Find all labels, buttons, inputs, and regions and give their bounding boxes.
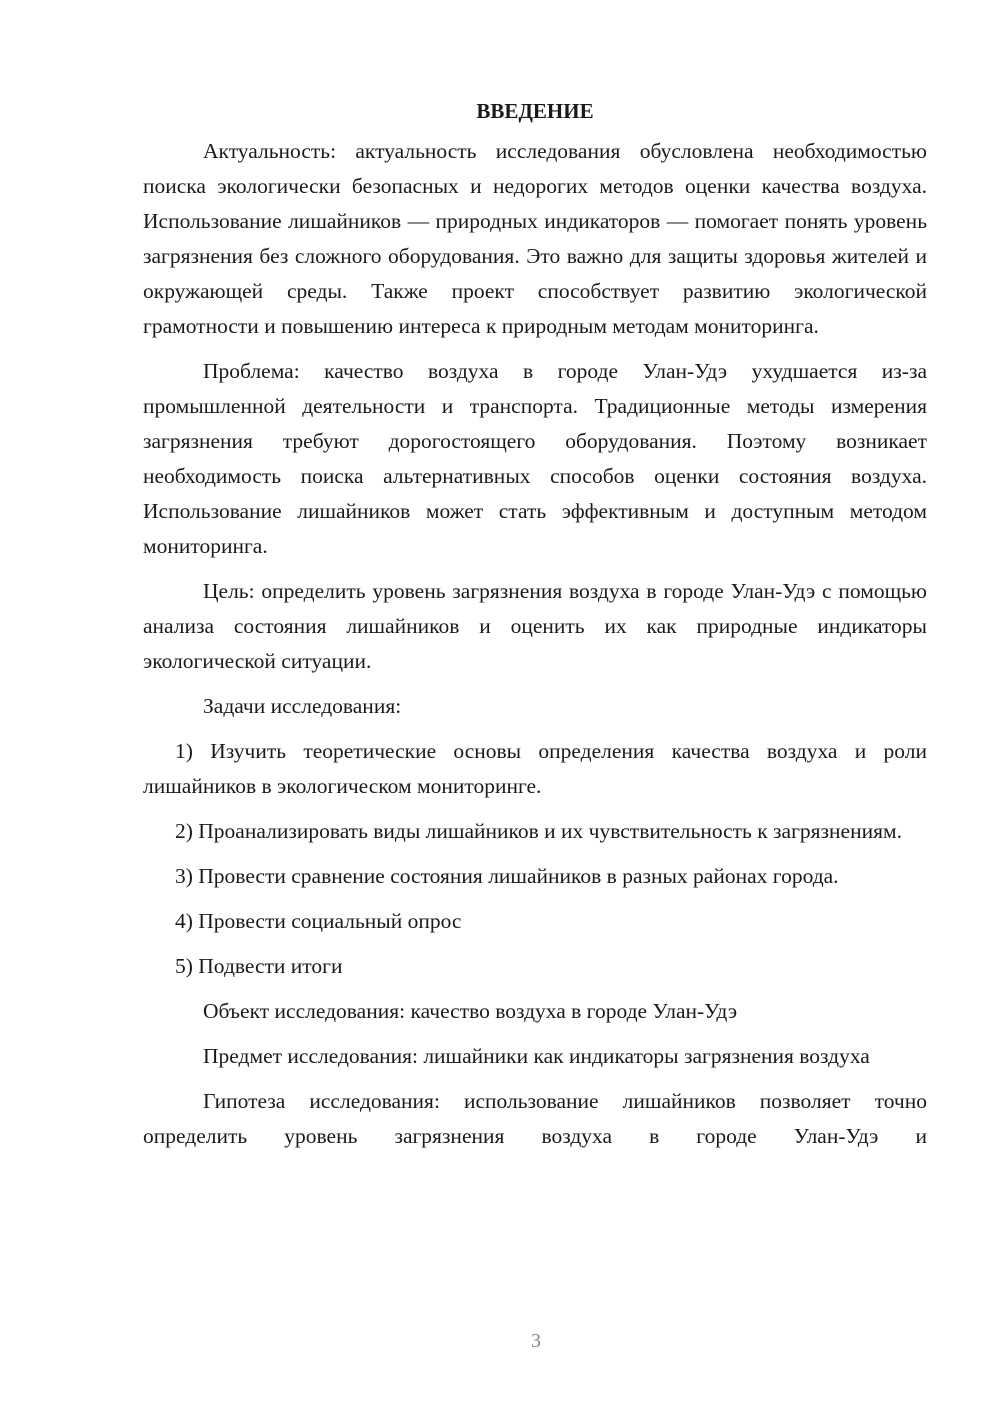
page-content (143, 94, 927, 1154)
problem-paragraph: Проблема: качество воздуха в городе Улан-Удэ ухудшается из-за промышленной деятельности и транспорта. Традиционные методы измерения загрязнения требуют дорогостоящего оборудования. Поэтому возникает необходимость поиска альтернативных способов оценки состояния воздуха. Использование лишайников может стать эффективным и доступным методом мониторинга. (143, 359, 927, 558)
goal-paragraph: Цель: определить уровень загрязнения воздуха в городе Улан-Удэ с помощью анализа состояния лишайников и оценить их как природные индикаторы экологической ситуации. (143, 579, 927, 673)
page-number: 3 (531, 1330, 541, 1352)
object-paragraph: Объект исследования: качество воздуха в городе Улан-Удэ (203, 999, 738, 1023)
task-item-4: 4) Провести социальный опрос (175, 909, 462, 933)
task-item-3: 3) Провести сравнение состояния лишайников в разных районах города. (175, 864, 839, 888)
tasks-heading: Задачи исследования: (203, 694, 402, 718)
hypothesis-paragraph: Гипотеза исследования: использование лишайников позволяет точно определить уровень загрязнения воздуха в городе Улан-Удэ и (143, 1089, 927, 1148)
section-title: ВВЕДЕНИЕ (476, 99, 594, 123)
subject-paragraph: Предмет исследования: лишайники как индикаторы загрязнения воздуха (203, 1044, 870, 1068)
task-item-5: 5) Подвести итоги (175, 954, 343, 978)
task-item-2: 2) Проанализировать виды лишайников и их чувствительность к загрязнениям. (175, 819, 902, 843)
relevance-paragraph: Актуальность: актуальность исследования обусловлена необходимостью поиска экологически безопасных и недорогих методов оценки качества воздуха. Использование лишайников — природных индикаторов — помогает понять уровень загрязнения без сложного оборудования. Это важно для защиты здоровья жителей и окружающей среды. Также проект способствует развитию экологической грамотности и повышению интереса к природным методам мониторинга. (143, 139, 927, 338)
task-item-1: 1) Изучить теоретические основы определения качества воздуха и роли лишайников в экологическом мониторинге. (143, 739, 927, 798)
